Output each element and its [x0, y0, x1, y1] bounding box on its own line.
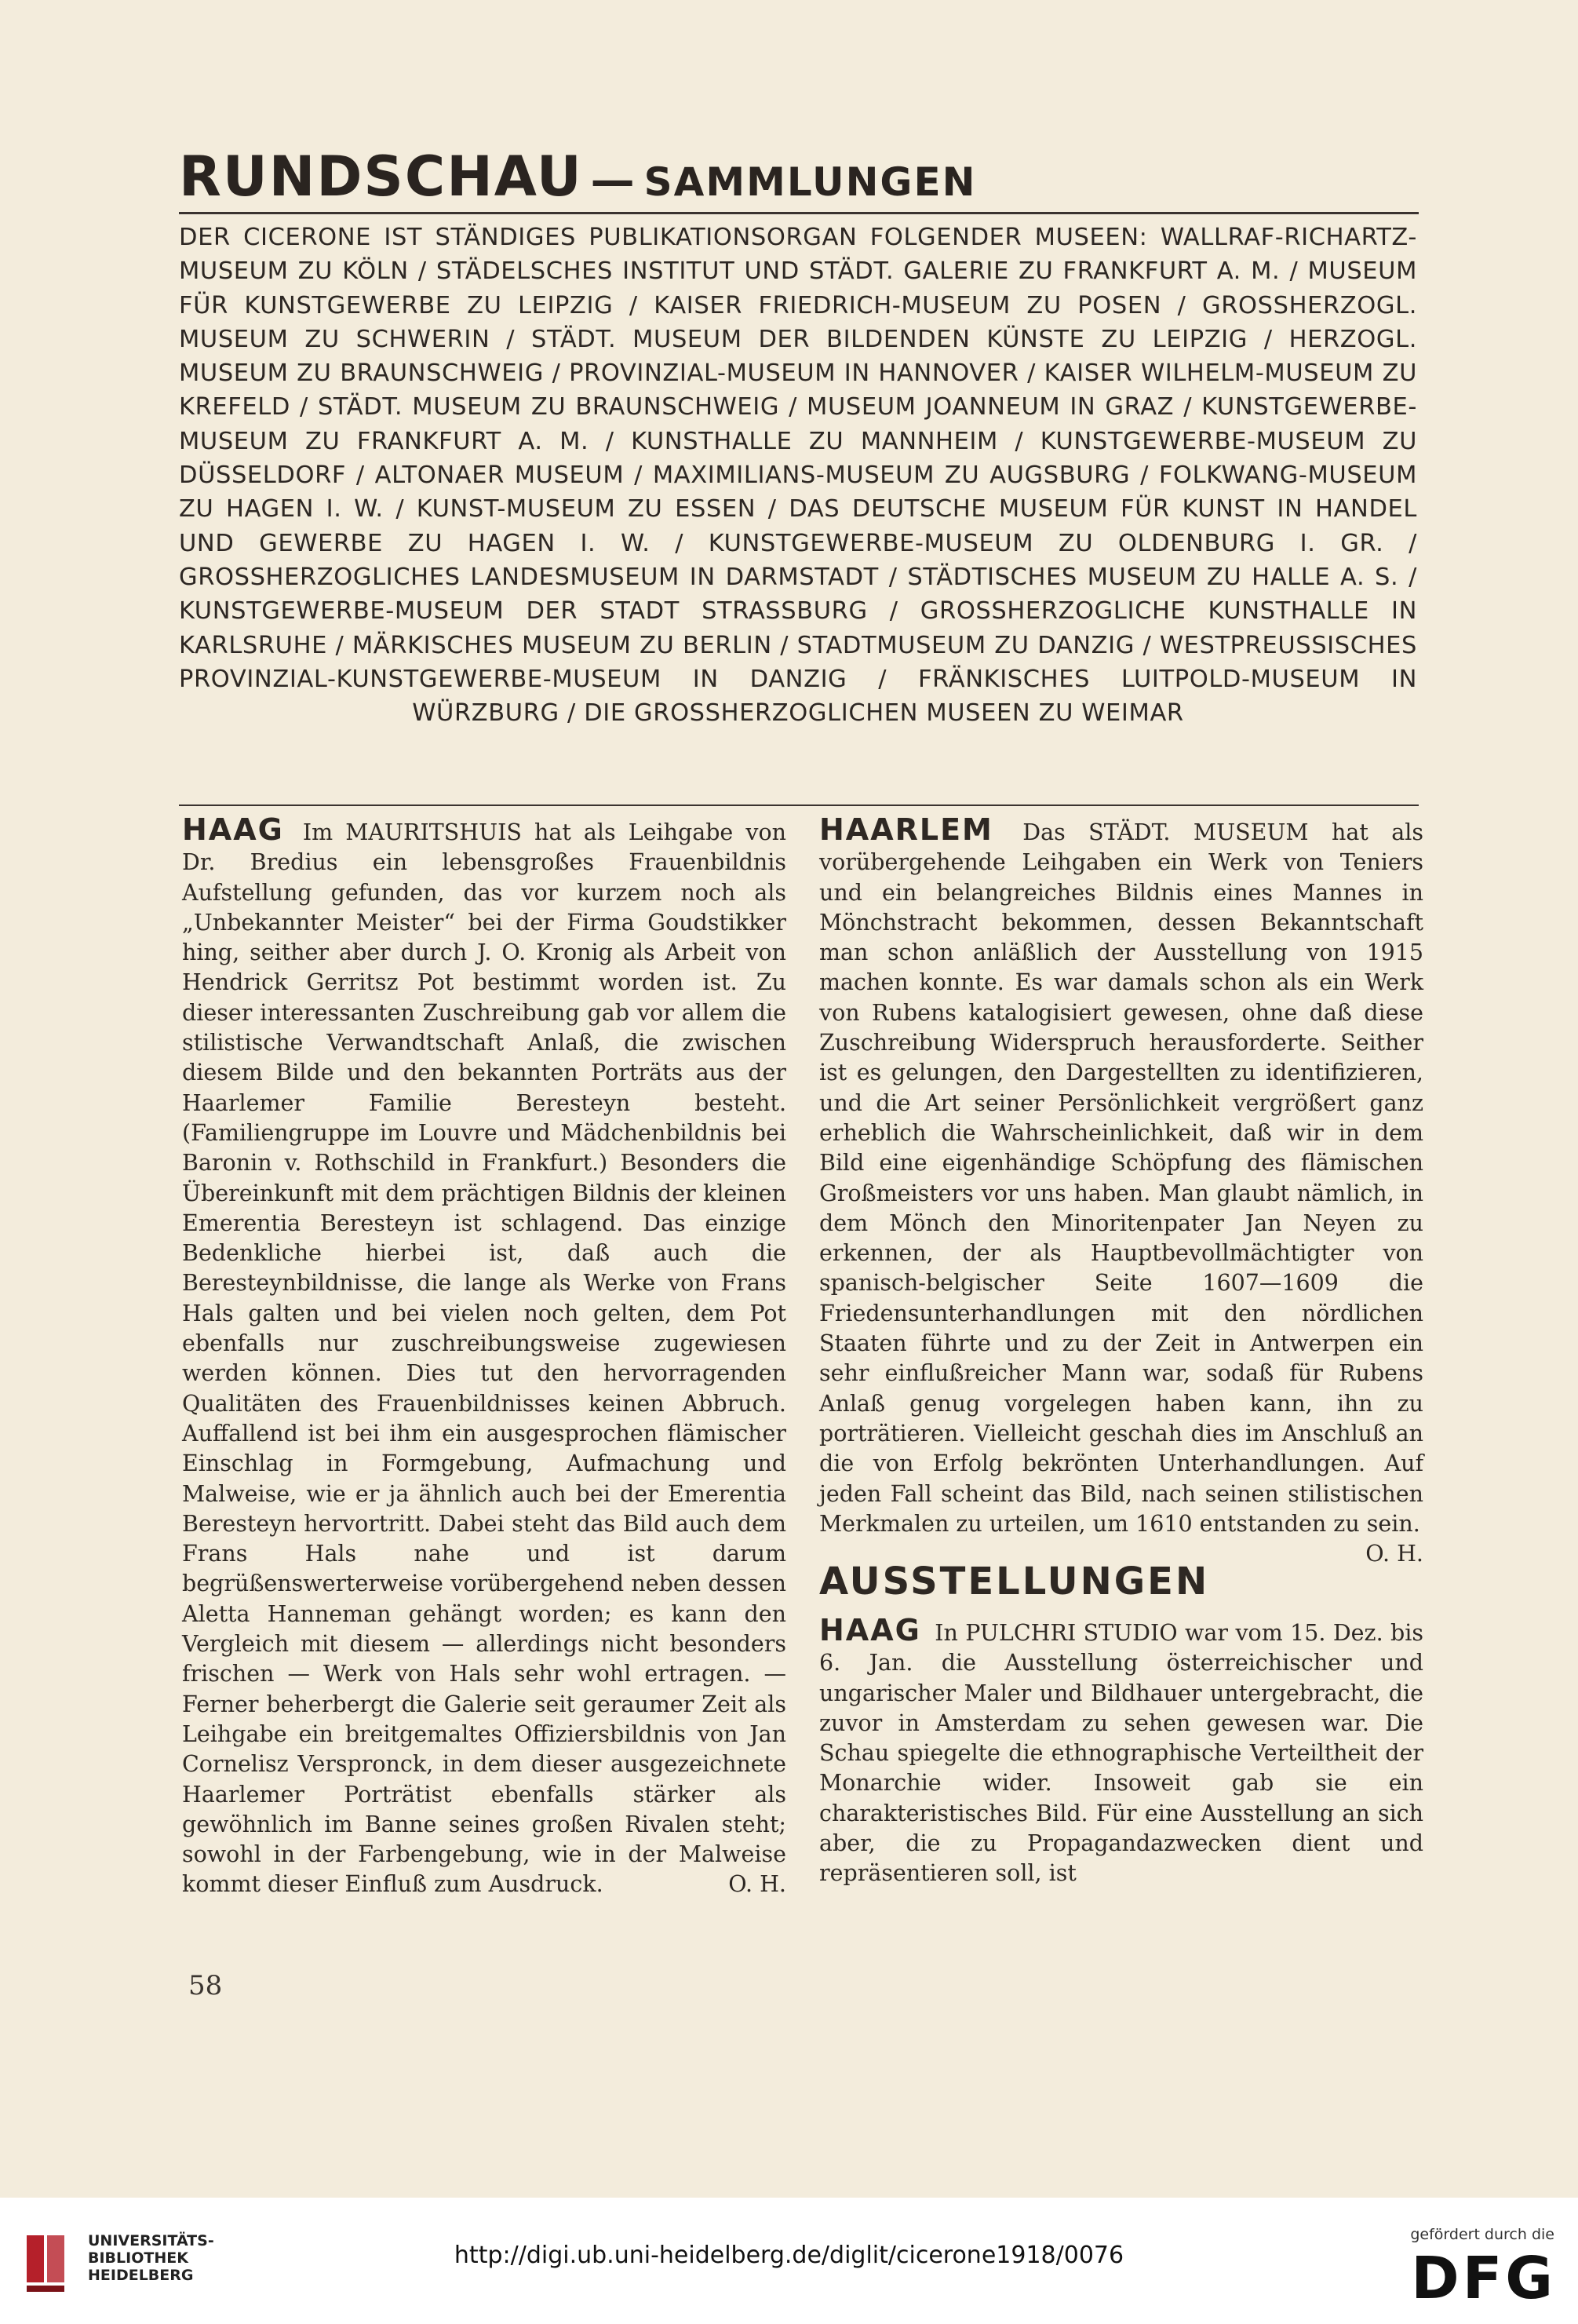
title-dash: —	[590, 155, 636, 206]
dfg-logo: DFG	[1411, 2245, 1556, 2312]
funding-note: gefördert durch die	[1410, 2226, 1554, 2243]
article-haag-exhibition	[819, 1612, 1424, 1889]
page-header	[179, 144, 1419, 209]
article-haarlem	[819, 812, 1423, 1567]
page-title	[179, 144, 1419, 209]
digitization-footer	[0, 2198, 1578, 2324]
institution-line: HEIDELBERG	[88, 2267, 194, 2284]
title-sub: SAMMLUNGEN	[643, 159, 977, 205]
left-column	[182, 812, 786, 1900]
source-url-link[interactable]: http://digi.ub.uni-heidelberg.de/diglit/cicerone1918/0076	[454, 2242, 1124, 2269]
divider-rule	[179, 804, 1419, 806]
article-heading: HAAG	[819, 1612, 921, 1647]
right-column	[819, 812, 1424, 1889]
title-main: RUNDSCHAU	[179, 144, 583, 209]
institution-line: BIBLIOTHEK	[88, 2249, 188, 2267]
article-signature: O. H.	[728, 1871, 786, 1898]
publication-notice: DER CICERONE IST STÄNDIGES PUBLIKATIONSORGAN FOLGENDER MUSEEN: WALLRAF-RICHARTZ-MUSEUM ZU KÖLN / STÄDELSCHES INSTITUT UND STÄDT. GALERIE ZU FRANKFURT A. M. / MUSEUM FÜR KUNSTGEWERBE ZU LEIPZIG / KAISER FRIEDRICH-MUSEUM ZU POSEN / GROSSHERZOGL. MUSEUM ZU SCHWERIN / STÄDT. MUSEUM DER BILDENDEN KÜNSTE ZU LEIPZIG / HERZOGL. MUSEUM ZU BRAUNSCHWEIG / PROVINZIAL-MUSEUM IN HANNOVER / KAISER WILHELM-MUSEUM ZU KREFELD / STÄDT. MUSEUM ZU BRAUNSCHWEIG / MUSEUM JOANNEUM IN GRAZ / KUNSTGEWERBE-MUSEUM ZU FRANKFURT A. M. / KUNSTHALLE ZU MANNHEIM / KUNSTGEWERBE-MUSEUM ZU DÜSSELDORF / ALTONAER MUSEUM / MAXIMILIANS-MUSEUM ZU AUGSBURG / FOLKWANG-MUSEUM ZU HAGEN I. W. / KUNST-MUSEUM ZU ESSEN / DAS DEUTSCHE MUSEUM FÜR KUNST IN HANDEL UND GEWERBE ZU HAGEN I. W. / KUNSTGEWERBE-MUSEUM ZU OLDENBURG I. GR. / GROSSHERZOGLICHES LANDESMUSEUM IN DARMSTADT / STÄDTISCHES MUSEUM ZU HALLE A. S. / KUNSTGEWERBE-MUSEUM DER STADT STRASSBURG / GROSSHERZOGLICHE KUNSTHALLE IN KARLSRUHE / MÄRKISCHES MUSEUM ZU BERLIN / STADTMUSEUM ZU DANZIG / WESTPREUSSISCHES PROVINZIAL-KUNSTGEWERBE-MUSEUM IN DANZIG / FRÄNKISCHES LUITPOLD-MUSEUM IN WÜRZBURG / DIE GROSSHERZOGLICHEN MUSEEN ZU WEIMAR	[179, 224, 1417, 728]
header-rule	[179, 212, 1419, 214]
article-heading: HAARLEM	[819, 812, 993, 847]
article-body: In PULCHRI STUDIO war vom 15. Dez. bis 6. Jan. die Ausstellung österreichischer und ungarischer Maler und Bildhauer untergebracht, die zuvor in Amsterdam zu sehen gewesen war. Die Schau spiegelte die ethnographische Verteiltheit der Monarchie wider. Insoweit gab sie ein charakteristisches Bild. Für eine Ausstellung an sich aber, die zu Propagandazwecken dient und repräsentieren soll, ist	[819, 1619, 1424, 1887]
article-body: Das STÄDT. MUSEUM hat als vorübergehende Leihgaben ein Werk von Teniers und ein belangreiches Bildnis eines Mannes in Mönchstracht bekommen, dessen Bekanntschaft man schon anläßlich der Ausstellung von 1915 machen konnte. Es war damals schon als ein Werk von Rubens katalogisiert gewesen, ohne daß diese Zuschreibung Widerspruch herausforderte. Seither ist es gelungen, den Dargestellten zu identifizieren, und die Art seiner Persönlichkeit vergrößert ganz erheblich die Wahrscheinlichkeit, daß wir in dem Bild eine eigenhändige Schöpfung des flämischen Großmeisters vor uns haben. Man glaubt nämlich, in dem Mönch den Minoritenpater Jan Neyen zu erkennen, der als Hauptbevollmächtigter von spanisch-belgischer Seite 1607—1609 die Friedensunterhandlungen mit den nördlichen Staaten führte und zu der Zeit in Antwerpen ein sehr einflußreicher Mann war, sodaß für Rubens Anlaß genug vorgelegen haben kann, ihn zu porträtieren. Vielleicht geschah dies im Anschluß an die von Erfolg bekrönten Unterhandlungen. Auf jeden Fall scheint das Bild, nach seinen stilistischen Merkmalen zu urteilen, um 1610 entstanden zu sein.	[819, 819, 1423, 1537]
article-signature: O. H.	[1365, 1541, 1423, 1567]
article-heading: HAAG	[182, 812, 284, 847]
article-body: Im MAURITSHUIS hat als Leihgabe von Dr. Bredius ein lebensgroßes Frauenbildnis Aufstellung gefunden, das vor kurzem noch als „Unbekannter Meister“ bei der Firma Goudstikker hing, seither aber durch J. O. Kronig als Arbeit von Hendrick Gerritsz Pot bestimmt worden ist. Zu dieser interessanten Zuschreibung gab vor allem die stilistische Verwandtschaft Anlaß, die zwischen diesem Bilde und den bekannten Porträts aus der Haarlemer Familie Beresteyn besteht. (Familiengruppe im Louvre und Mädchenbildnis bei Baronin v. Rothschild in Frankfurt.) Besonders die Übereinkunft mit dem prächtigen Bildnis der kleinen Emerentia Beresteyn ist schlagend. Das einzige Bedenkliche hierbei ist, daß auch die Beresteynbildnisse, die lange als Werke von Frans Hals galten und bei vielen noch gelten, dem Pot ebenfalls nur zuschreibungsweise zugewiesen werden können. Dies tut den hervorragenden Qualitäten des Frauenbildnisses keinen Abbruch. Auffallend ist bei ihm ein ausgesprochen flämischer Einschlag in Formgebung, Aufmachung und Malweise, wie er ja ähnlich auch bei der Emerentia Beresteyn hervortritt. Dabei steht das Bild auch dem Frans Hals nahe und ist darum begrüßenswerterweise vorübergehend neben dessen Aletta Hanneman gehängt worden; es kann den Vergleich mit diesem — allerdings nicht besonders frischen — Werk von Hals sehr wohl ertragen. — Ferner beherbergt die Galerie seit geraumer Zeit als Leihgabe ein breitgemaltes Offiziersbildnis von Jan Cornelisz Verspronck, in dem dieser ausgezeichnete Haarlemer Porträtist ebenfalls stärker als gewöhnlich im Banne seines großen Rivalen steht; sowohl in der Farbengebung, wie in der Malweise kommt dieser Einfluß zum Ausdruck.	[182, 819, 786, 1898]
article-haag	[182, 812, 786, 1900]
section-title: AUSSTELLUNGEN	[819, 1560, 1210, 1604]
institution-line: UNIVERSITÄTS-	[88, 2232, 214, 2249]
page-number: 58	[188, 1970, 223, 2001]
